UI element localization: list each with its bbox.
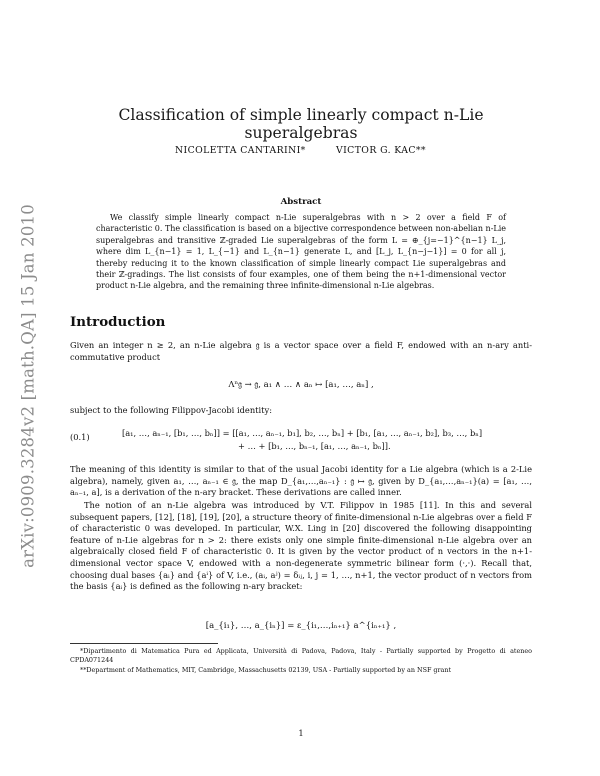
page-number: 1 <box>298 728 304 738</box>
author-kac: VICTOR G. KAC** <box>336 145 426 156</box>
section-heading-introduction: Introduction <box>70 314 166 330</box>
abstract-heading: Abstract <box>280 197 322 207</box>
paper-title: Classification of simple linearly compact n-Lie superalgebras <box>118 106 484 142</box>
intro-paragraph-4: The notion of an n-Lie algebra was introduced by V.T. Filippov in 1985 [11]. In this and several subsequent papers, [12], [18], [19], [20], a structure theory of finite-dimensional n-Lie algebras over a field F of characteristic 0 was developed. In particular, W.X. Ling in [20] discovered the following disappointing feature of n-Lie algebras for n > 2: there exists only one simple finite-dimensional n-Lie algebra over an algebraically closed field F of characteristic 0. It is given by the vector product of n vectors in the n+1-dimensional vector space V, endowed with a non-degenerate symmetric bilinear form (·,·). Recall that, choosing dual bases {aᵢ} and {aⁱ} of V, i.e., (aᵢ, aʲ) = δᵢⱼ, i, j = 1, …, n+1, the vector product of n vectors from the basis {aᵢ} is defined as the following n-ary bracket: <box>70 500 532 592</box>
filippov-jacobi-line-1: [a₁, …, aₙ₋₁, [b₁, …, bₙ]] = [[a₁, …, aₙ₋₁, b₁], b₂, …, bₙ] + [b₁, [a₁, …, aₙ₋₁, b₂], b₃, …, bₙ] <box>122 428 483 438</box>
intro-paragraph-3: The meaning of this identity is similar to that of the usual Jacobi identity for a Lie algebra (which is a 2-Lie algebra), namely, given a₁, …, aₙ₋₁ ∈ 𝔤, the map D_{a₁,…,aₙ₋₁} : 𝔤 ↦ 𝔤, given by D_{a₁,…,aₙ₋₁}(a) = [a₁, …, aₙ₋₁, a], is a derivation of the n-ary bracket. These derivations are called inner. <box>70 464 532 498</box>
arxiv-id-text: arXiv:0909.3284v2 [math.QA] 15 Jan 2010 <box>18 204 38 568</box>
intro-paragraph-1: Given an integer n ≥ 2, an n-Lie algebra 𝔤 is a vector space over a field F, endowed with an n-ary anti-commutative product <box>70 340 532 362</box>
filippov-jacobi-line-2: + … + [b₁, …, bₙ₋₁, [a₁, …, aₙ₋₁, bₙ]]. <box>238 441 391 451</box>
footnote-1: *Dipartimento di Matematica Pura ed Applicata, Università di Padova, Padova, Italy - Partially supported by Progetto di ateneo CPDA071244 <box>70 647 532 664</box>
intro-paragraph-2: subject to the following Filippov-Jacobi identity: <box>70 405 272 415</box>
footnote-2: **Department of Mathematics, MIT, Cambridge, Massachusetts 02139, USA - Partially supported by an NSF grant <box>80 666 452 674</box>
equation-number: (0.1) <box>70 432 90 442</box>
arxiv-identifier-sidebar <box>18 182 38 590</box>
author-cantarini: NICOLETTA CANTARINI* <box>175 145 306 156</box>
footnote-separator <box>70 643 218 644</box>
equation-nary-product: Λⁿ𝔤 → 𝔤, a₁ ∧ … ∧ aₙ ↦ [a₁, …, aₙ] , <box>228 380 374 390</box>
equation-vector-product: [a_{i₁}, …, a_{iₙ}] = ε_{i₁,…,iₙ₊₁} a^{iₙ₊₁} , <box>205 621 397 631</box>
abstract-text: We classify simple linearly compact n-Lie superalgebras with n > 2 over a field F of characteristic 0. The classification is based on a bijective correspondence between non-abelian n-Lie superalgebras and transitive ℤ-graded Lie superalgebras of the form L = ⊕_{j=−1}^{n−1} L_j, where dim L_{n−1} = 1, L_{−1} and L_{n−1} generate L, and [L_j, L_{n−j−1}] = 0 for all j, thereby reducing it to the known classification of simple linearly compact Lie superalgebras and their ℤ-gradings. The list consists of four examples, one of them being the n+1-dimensional vector product n-Lie algebra, and the remaining three infinite-dimensional n-Lie algebras. <box>96 213 506 291</box>
